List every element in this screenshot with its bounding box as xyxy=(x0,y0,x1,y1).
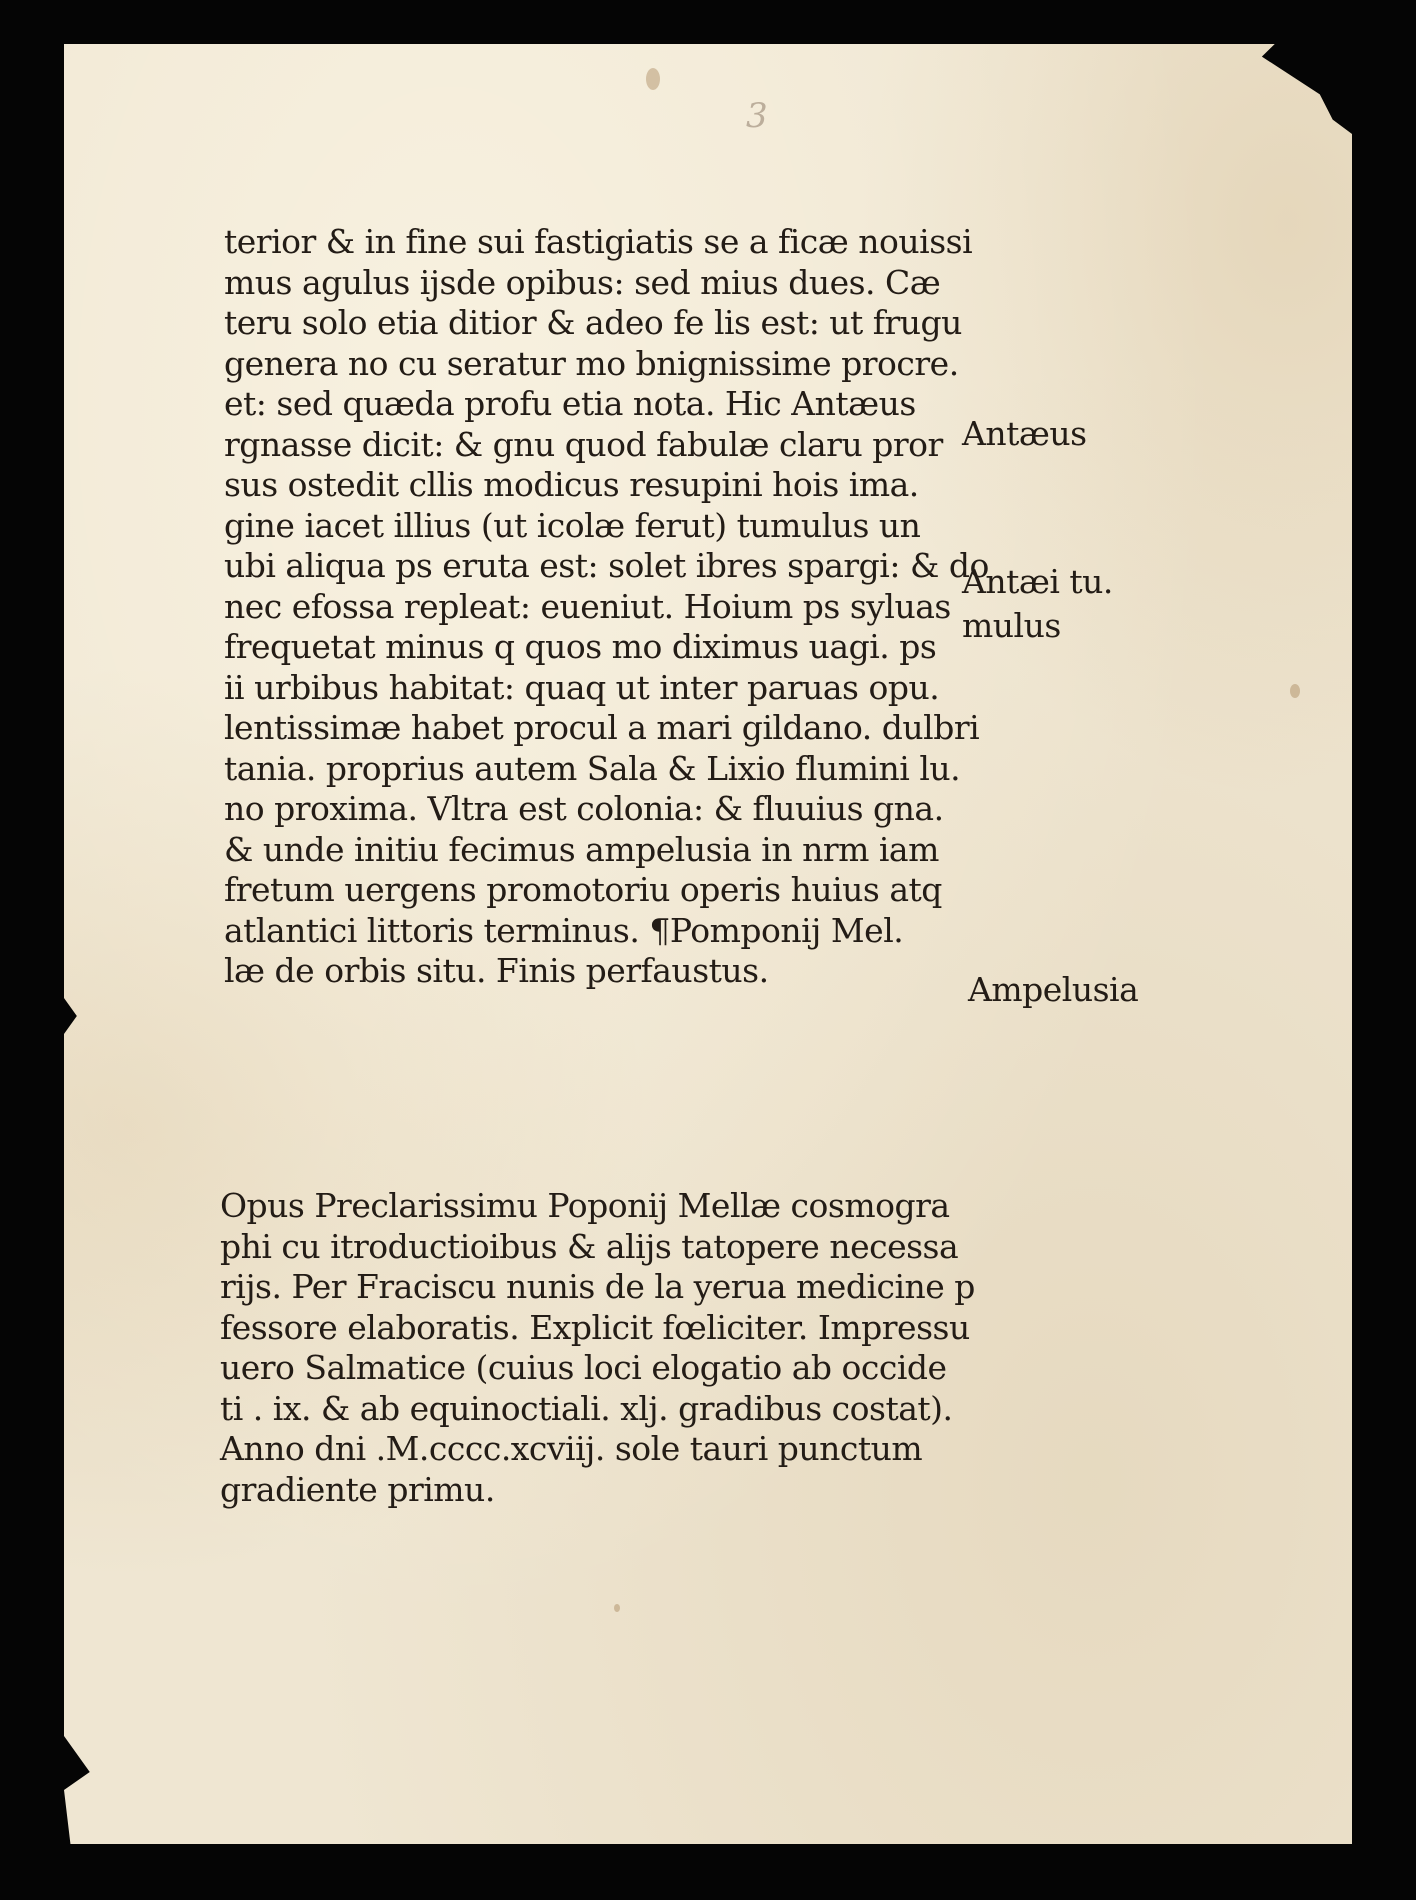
text-line: lentissimæ habet procul a mari gildano. dulbri xyxy=(224,708,980,747)
text-line: gine iacet illius (ut icolæ ferut) tumulus un xyxy=(224,505,921,545)
text-line: frequetat minus q quos mo diximus uagi. ps xyxy=(224,627,937,666)
text-line: tania. proprius autem Sala & Lixio flumini lu. xyxy=(224,748,961,788)
stain-mark xyxy=(646,68,660,90)
text-line: mus agulus ijsde opibus: sed mius dues. Cæ xyxy=(224,262,941,302)
text-line: no proxima. Vltra est colonia: & fluuius gna. xyxy=(224,789,944,828)
text-line: genera no cu seratur mo bnignissime procre. xyxy=(224,343,959,383)
folio-number: 3 xyxy=(746,96,768,136)
text-line: læ de orbis situ. Finis perfaustus. xyxy=(224,951,769,990)
margin-note-antaei-tumulus-1: Antæi tu. xyxy=(962,562,1113,601)
text-line: sus ostedit cllis modicus resupini hois ima. xyxy=(224,465,919,504)
stain-mark xyxy=(614,1604,620,1612)
stain-mark xyxy=(1290,684,1300,698)
colophon-line: ti . ix. & ab equinoctiali. xlj. gradibus costat). xyxy=(220,1388,953,1428)
colophon-line: phi cu itroductioibus & alijs tatopere necessa xyxy=(220,1226,959,1266)
colophon-line: Opus Preclarissimu Poponij Mellæ cosmogra xyxy=(220,1186,950,1225)
margin-note-antaeus: Antæus xyxy=(962,414,1087,453)
text-line: et: sed quæda profu etia nota. Hic Antæus xyxy=(224,384,916,423)
text-line: fretum uergens promotoriu operis huius atq xyxy=(224,870,942,909)
colophon-line: Anno dni .M.cccc.xcviij. sole tauri punctum xyxy=(220,1429,923,1468)
text-line: rgnasse dicit: & gnu quod fabulæ claru pror xyxy=(224,424,943,464)
colophon-line: fessore elaboratis. Explicit fœliciter. Impressu xyxy=(220,1307,970,1347)
colophon-block xyxy=(220,1186,975,1510)
text-line: ii urbibus habitat: quaq ut inter paruas opu. xyxy=(224,667,940,707)
colophon-line: gradiente primu. xyxy=(220,1469,495,1509)
main-text-block xyxy=(224,222,989,992)
margin-note-antaei-tumulus-2: mulus xyxy=(962,606,1061,645)
colophon-line: rijs. Per Fraciscu nunis de la yerua medicine p xyxy=(220,1267,975,1306)
margin-note-ampelusia: Ampelusia xyxy=(968,970,1139,1009)
text-line: nec efossa repleat: eueniut. Hoium ps syluas xyxy=(224,586,951,626)
text-line: atlantici littoris terminus. ¶Pomponij Mel. xyxy=(224,910,904,950)
text-line: ubi aliqua ps eruta est: solet ibres spargi: & do xyxy=(224,546,989,585)
text-line: & unde initiu fecimus ampelusia in nrm iam xyxy=(224,829,939,869)
text-line: terior & in fine sui fastigiatis se a ficæ nouissi xyxy=(224,222,973,261)
text-line: teru solo etia ditior & adeo fe lis est: ut frugu xyxy=(224,303,962,342)
colophon-line: uero Salmatice (cuius loci elogatio ab occide xyxy=(220,1348,947,1387)
